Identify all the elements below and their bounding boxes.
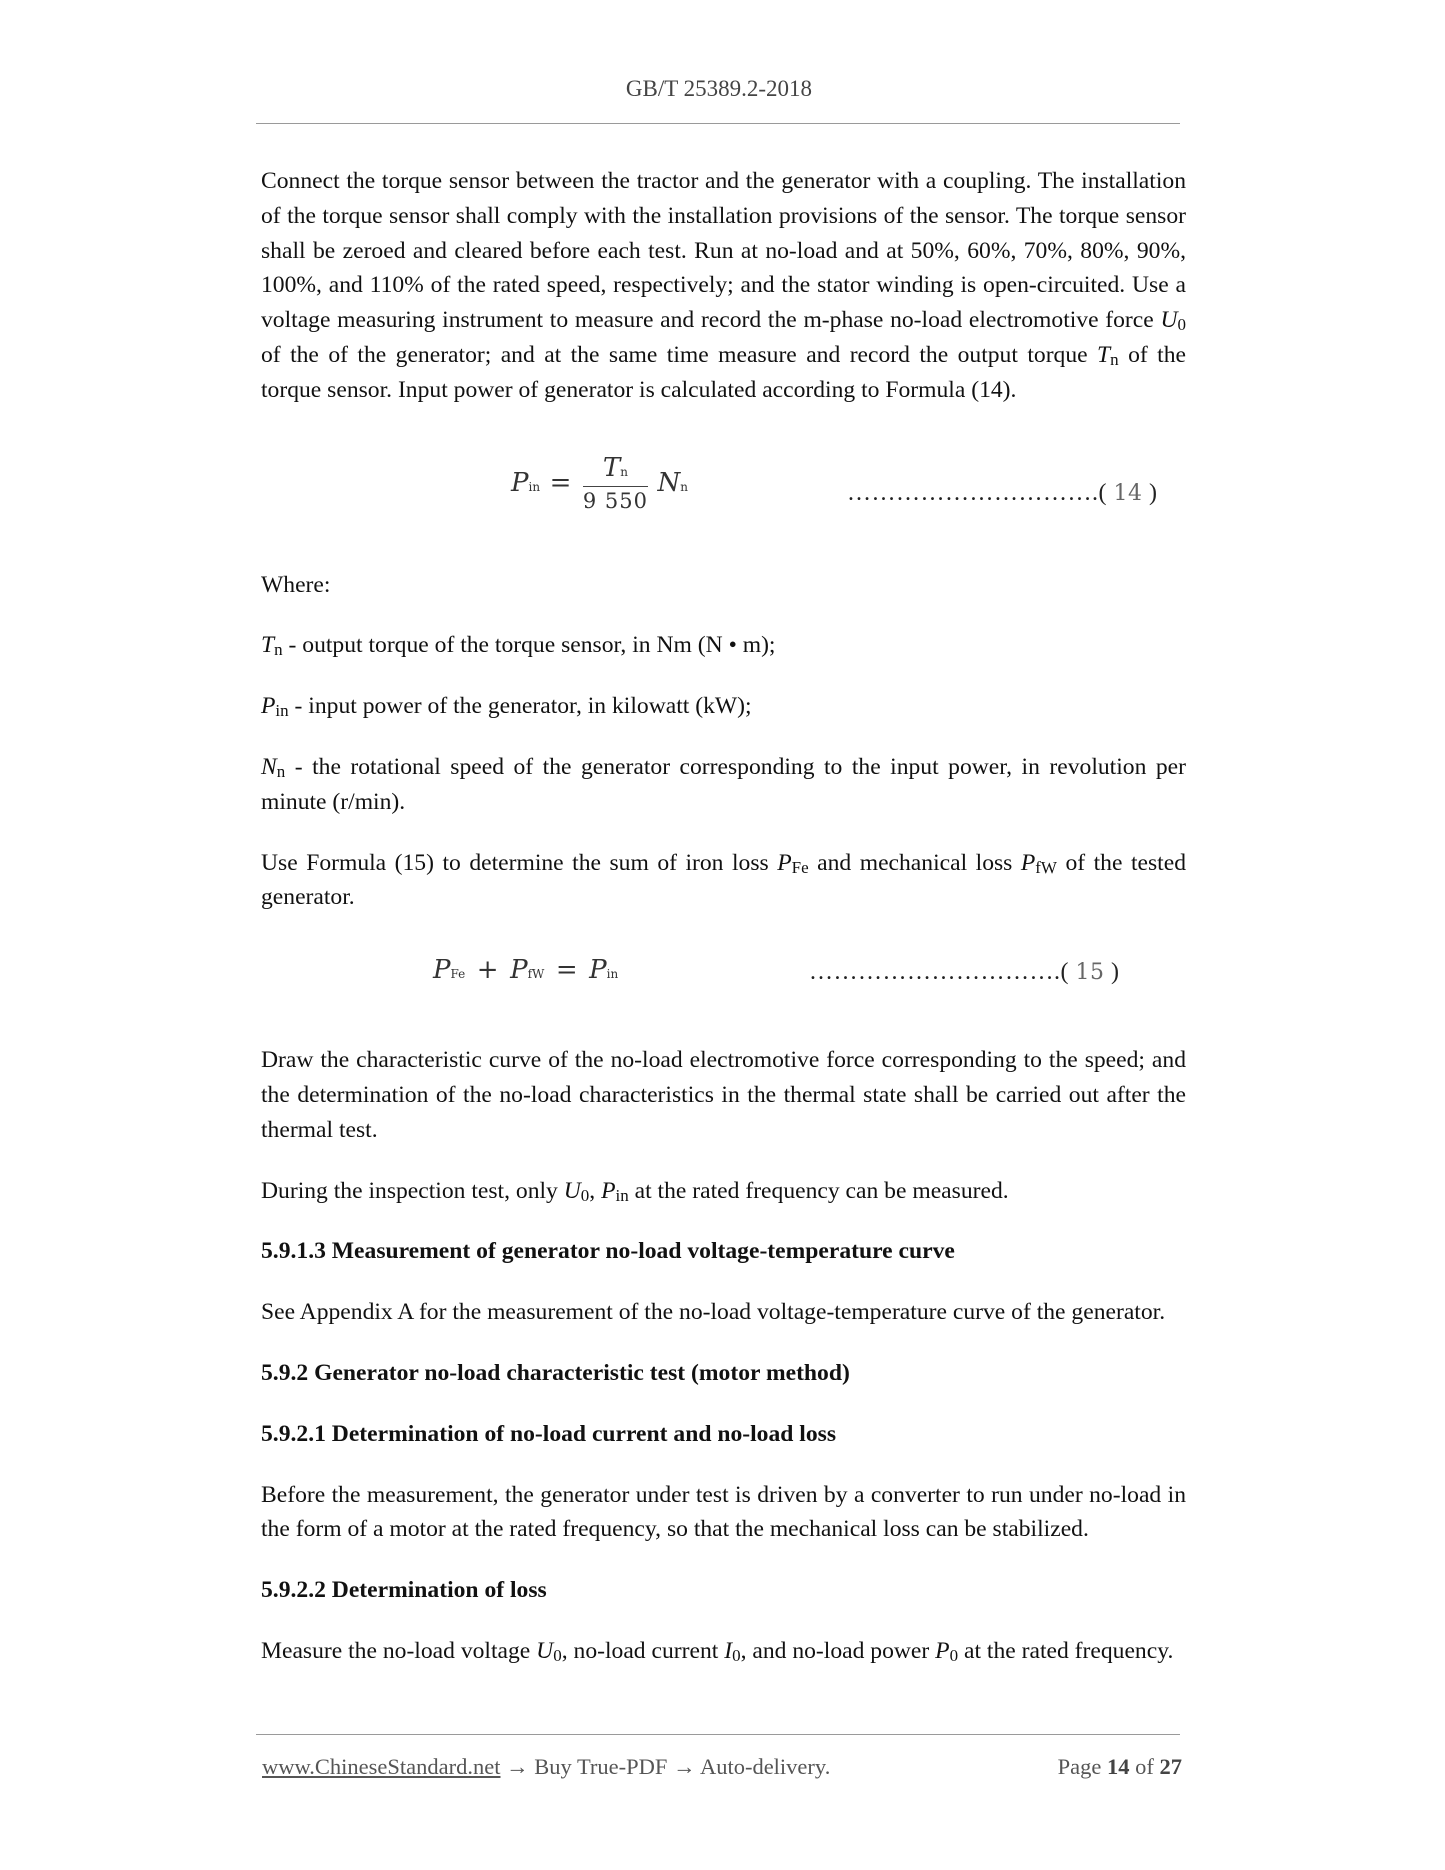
definition-tn: $T_n$ - output torque of the torque sensor, in Nm (N • m); xyxy=(261,632,776,660)
page-indicator: Page 14 of 27 xyxy=(1057,1754,1182,1779)
heading-5-9-2: 5.9.2 Generator no-load characteristic test (motor method) xyxy=(261,1359,850,1386)
var-u: U xyxy=(1160,307,1178,334)
formula-14 xyxy=(261,436,1186,548)
formula-14-leader: ………………………….( 14 ) xyxy=(847,479,1158,506)
formula-15-number: 15 xyxy=(1075,960,1105,986)
formula-14-fraction: $\frac{Tn}{9 550}$ xyxy=(582,452,648,513)
arrow-right-icon: → xyxy=(506,1754,529,1779)
heading-5-9-2-1: 5.9.2.1 Determination of no-load current and no-load loss xyxy=(261,1420,837,1447)
where-label: Where: xyxy=(261,571,331,598)
heading-5-9-2-2: 5.9.2.2 Determination of loss xyxy=(261,1577,547,1604)
header-divider xyxy=(256,123,1180,124)
current-page-number: 14 xyxy=(1107,1754,1130,1779)
page-content xyxy=(261,164,1186,1669)
paragraph-formula-15: Use Formula (15) to determine the sum of iron loss $P_{Fe}$ and mechanical loss $P_{fW}$ of the tested generator. xyxy=(261,849,1186,911)
paragraph-before-measurement: Before the measurement, the generator under test is driven by a converter to run under no-load in the form of a motor at the rated frequency, so that the mechanical loss can be stabilized. xyxy=(261,1481,1186,1543)
auto-delivery-text: Auto-delivery. xyxy=(699,1754,831,1779)
paragraph-inspection-test: During the inspection test, only $U_0$, $P_{in}$ at the rated frequency can be measured. xyxy=(261,1177,1009,1205)
formula-15-leader: ………………………….( 15 ) xyxy=(809,959,1120,986)
definition-pin: $P_{in}$ - input power of the generator, in kilowatt (kW); xyxy=(261,693,752,721)
arrow-right-icon: → xyxy=(673,1754,696,1779)
var-t: T xyxy=(1097,341,1111,368)
heading-5-9-1-3: 5.9.1.3 Measurement of generator no-load voltage-temperature curve xyxy=(261,1238,955,1265)
formula-15 xyxy=(261,931,1186,1017)
standard-number: GB/T 25389.2-2018 xyxy=(625,76,813,101)
buy-true-pdf-text: Buy True-PDF xyxy=(534,1754,668,1779)
formula-14-expression: Pin = $\frac{Tn}{9 550}$ Nn xyxy=(511,452,688,513)
page-footer xyxy=(262,1754,1182,1788)
footer-divider xyxy=(256,1734,1180,1735)
footer-promo xyxy=(262,1754,830,1780)
formula-14-number: 14 xyxy=(1113,480,1143,506)
paragraph-appendix: See Appendix A for the measurement of the no-load voltage-temperature curve of the generator. xyxy=(261,1299,1166,1326)
definition-nn: $N_n$ - the rotational speed of the generator corresponding to the input power, in revolution per minute (r/min). xyxy=(261,753,1186,815)
formula-15-expression: PFe + PfW = Pin xyxy=(433,955,619,986)
paragraph-measure-no-load: Measure the no-load voltage $U_0$, no-load current $I_0$, and no-load power $P_0$ at the rated frequency. xyxy=(261,1637,1174,1665)
document-header xyxy=(258,76,1180,102)
total-pages: 27 xyxy=(1159,1754,1182,1779)
paragraph-torque-sensor: Connect the torque sensor between the tractor and the generator with a coupling. The installation of the torque sensor shall comply with the installation provisions of the sensor. The torque sensor shall be zeroed and cleared before each test. Run at no-load and at 50%, 60%, 70%, 80%, 90%, 100%, and 110% of the rated speed, respectively; and the stator winding is open-circuited. Use a voltage measuring instrument to measure and record the m-phase no-load electromotive force $U_0$ of the of the generator; and at the same time measure and record the output torque $T_n$ of the torque sensor. Input power of generator is calculated according to Formula (14). xyxy=(261,168,1187,403)
website-link[interactable]: www.ChineseStandard.net xyxy=(262,1754,501,1779)
paragraph-characteristic-curve: Draw the characteristic curve of the no-load electromotive force corresponding to the speed; and the determination of the no-load characteristics in the thermal state shall be carried out after the thermal test. xyxy=(261,1047,1186,1143)
